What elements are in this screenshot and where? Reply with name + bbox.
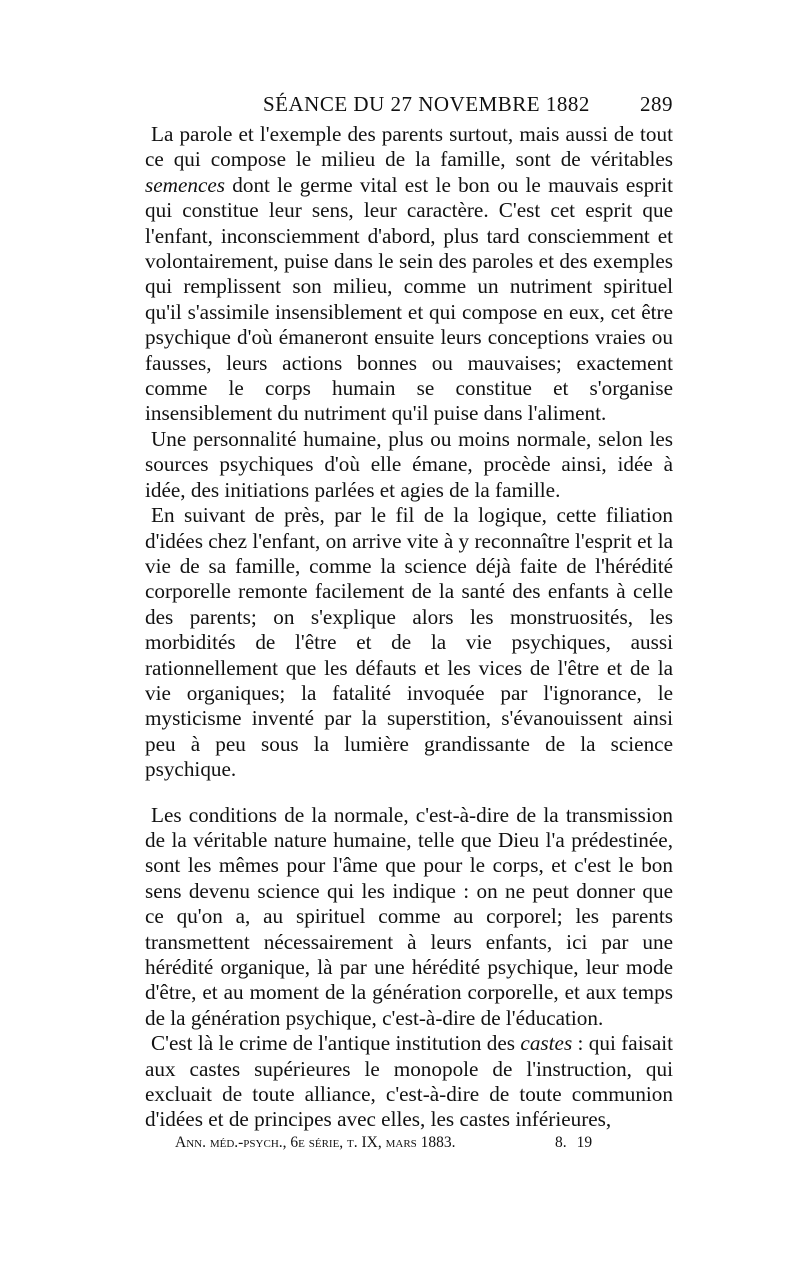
italic-word: castes (520, 1031, 573, 1056)
body-text (145, 122, 673, 1133)
sheet-number: 8. (555, 1133, 567, 1151)
running-title: SÉANCE DU 27 NOVEMBRE 1882 (263, 92, 590, 116)
signature-number: 19 (576, 1133, 593, 1151)
running-header (145, 92, 673, 122)
paragraph-5: C'est là le crime de l'antique institution des castes : qui faisait aux castes supérieures le monopole de l'instruction, qui excluait de toute alliance, c'est-à-dire de toute communion d'idées et de principes avec elles, les castes inférieures, (145, 1031, 674, 1132)
page-footer (145, 1134, 673, 1158)
paragraph-1: La parole et l'exemple des parents surtout, mais aussi de tout ce qui compose le milieu de la famille, sont de véritables semences dont le germe vital est le bon ou le mauvais esprit qui constitue leur sens, leur caractère. C'est cet esprit que l'enfant, inconsciemment d'abord, plus tard consciemment et volontairement, puise dans le sein des paroles et des exemples qui remplissent son milieu, comme un nutriment spirituel qu'il s'assimile insensiblement et qui compose en eux, cet être psychique d'où émaneront ensuite leurs conceptions vraies ou fausses, leurs actions bonnes ou mauvaises; exactement comme le corps humain se constitue et s'organise insensiblement du nutriment qu'il puise dans l'aliment. (145, 122, 673, 426)
journal-citation: Ann. méd.-psych., 6e série, t. IX, mars 1883. (175, 1133, 456, 1151)
signature-marks (555, 1134, 602, 1152)
paragraph-gap (145, 783, 673, 803)
paragraph-2: Une personnalité humaine, plus ou moins normale, selon les sources psychiques d'où elle émane, procède ainsi, idée à idée, des initiations parlées et agies de la famille. (145, 426, 673, 502)
italic-word: semences (145, 172, 226, 197)
paragraph-3: En suivant de près, par le fil de la logique, cette filiation d'idées chez l'enfant, on arrive vite à y reconnaître l'esprit et la vie de sa famille, comme la science déjà faite de l'hérédité corporelle remonte facilement de la santé des enfants à celle des parents; on s'explique alors les monstruosités, les morbidités de l'être et de la vie psychiques, aussi rationnellement que les défauts et les vices de l'être et de la vie organiques; la fatalité invoquée par l'ignorance, le mysticisme inventé par la superstition, s'évanouissent ainsi peu à peu sous la lumière grandissante de la science psychique. (145, 503, 673, 782)
page-number: 289 (640, 92, 673, 116)
book-page (145, 92, 673, 1158)
paragraph-4: Les conditions de la normale, c'est-à-dire de la transmission de la véritable nature humaine, telle que Dieu l'a prédestinée, sont les mêmes pour l'âme que pour le corps, et c'est le bon sens devenu science qui les indique : on ne peut donner que ce qu'on a, au spirituel comme au corporel; les parents transmettent nécessairement à leurs enfants, ici par une hérédité organique, là par une hérédité psychique, leur mode d'être, et au moment de la génération corporelle, et aux temps de la génération psychique, c'est-à-dire de l'éducation. (145, 802, 673, 1030)
